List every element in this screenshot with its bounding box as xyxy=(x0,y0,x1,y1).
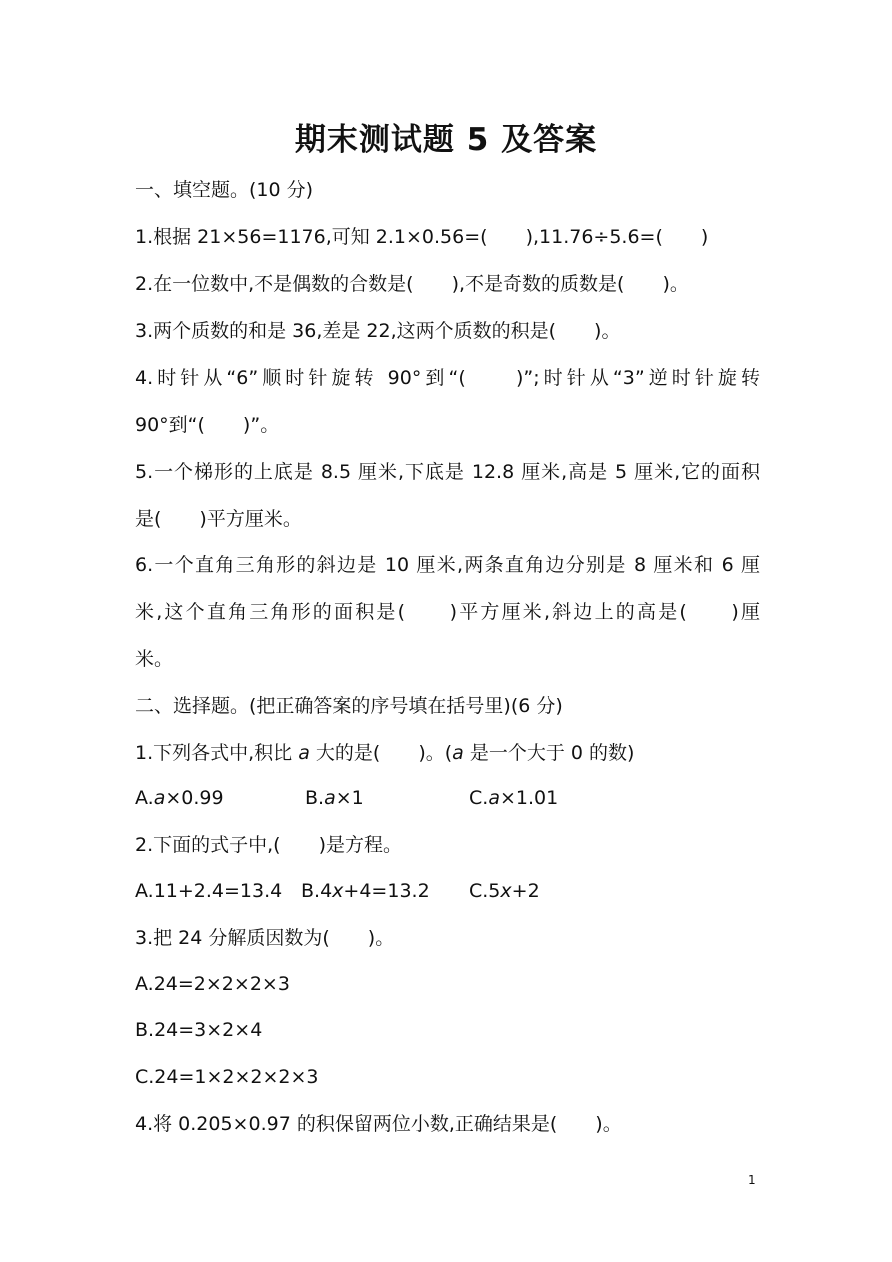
question-1-1: 1.根据 21×56=1176,可知 2.1×0.56=( ),11.76÷5.6=( ) xyxy=(135,226,709,248)
question-1-5-line-2: 是( )平方厘米。 xyxy=(135,508,302,530)
section-2-heading: 二、选择题。(把正确答案的序号填在括号里)(6 分) xyxy=(135,695,563,717)
variable-a: a xyxy=(298,742,310,764)
question-2-1 xyxy=(135,741,760,765)
question-2-2: 2.下面的式子中,( )是方程。 xyxy=(135,834,402,856)
question-1-6-line-1: 6.一个直角三角形的斜边是 10 厘米,两条直角边分别是 8 厘米和 6 厘 xyxy=(135,554,760,576)
page-number: 1 xyxy=(748,1173,756,1187)
variable-a: a xyxy=(452,742,464,764)
question-1-6-line-2: 米,这个直角三角形的面积是( )平方厘米,斜边上的高是( )厘 xyxy=(135,601,760,623)
page-title: 期末测试题 5 及答案 xyxy=(294,122,598,158)
question-2-4: 4.将 0.205×0.97 的积保留两位小数,正确结果是( )。 xyxy=(135,1113,622,1135)
option-b: B.a×1 xyxy=(305,787,364,809)
question-1-4-line-1: 4.时针从“6”顺时针旋转 90°到“( )”;时针从“3”逆时针旋转 xyxy=(135,367,760,389)
question-1-4-line-2: 90°到“( )”。 xyxy=(135,414,280,436)
question-2-3-option-c: C.24=1×2×2×2×3 xyxy=(135,1066,319,1088)
question-2-1-stem-b: 大的是( )。( xyxy=(309,742,453,764)
question-2-3: 3.把 24 分解质因数为( )。 xyxy=(135,927,395,949)
question-1-5-line-1: 5.一个梯形的上底是 8.5 厘米,下底是 12.8 厘米,高是 5 厘米,它的面积 xyxy=(135,461,760,483)
option-a: A.a×0.99 xyxy=(135,787,224,809)
section-1-heading: 一、填空题。(10 分) xyxy=(135,179,314,201)
option-c: C.5x+2 xyxy=(469,880,540,902)
question-1-6-line-3: 米。 xyxy=(135,648,174,670)
question-1-3: 3.两个质数的和是 36,差是 22,这两个质数的积是( )。 xyxy=(135,320,621,342)
question-2-3-option-b: B.24=3×2×4 xyxy=(135,1019,263,1041)
question-1-2: 2.在一位数中,不是偶数的合数是( ),不是奇数的质数是( )。 xyxy=(135,273,689,295)
question-2-1-options xyxy=(135,786,760,810)
question-2-1-stem-c: 是一个大于 0 的数) xyxy=(463,742,635,764)
question-2-3-option-a: A.24=2×2×2×3 xyxy=(135,973,290,995)
question-2-1-stem-a: 1.下列各式中,积比 xyxy=(135,742,299,764)
option-b: B.4x+4=13.2 xyxy=(301,880,430,902)
question-2-2-options xyxy=(135,879,760,903)
option-c: C.a×1.01 xyxy=(469,787,559,809)
option-a: A.11+2.4=13.4 xyxy=(135,880,283,902)
